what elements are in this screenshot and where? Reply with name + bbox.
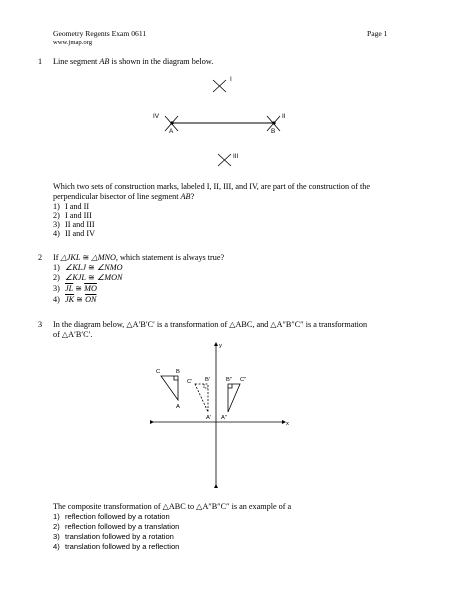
q1-choice-1[interactable]: 1) I and II bbox=[53, 202, 90, 211]
label-III: III bbox=[233, 153, 239, 160]
q2-choice-4[interactable]: 4) $\overline{JK}$ ≅ $\overline{ON}$ bbox=[53, 295, 97, 304]
q1-question-line2: perpendicular bisector of line segment AB? bbox=[53, 192, 195, 201]
q3-choice-4[interactable]: 4) translation followed by a reflection bbox=[53, 542, 180, 551]
label-A-double-prime: A″ bbox=[221, 415, 227, 421]
q2-number: 2 bbox=[38, 253, 43, 262]
q3-choice-1[interactable]: 1) reflection followed by a rotation bbox=[53, 512, 170, 521]
axis-label-x: x bbox=[286, 421, 289, 427]
axis-label-y: y bbox=[219, 343, 222, 349]
q3-choice-3[interactable]: 3) translation followed by a rotation bbox=[53, 532, 174, 541]
q1-construction-diagram bbox=[140, 70, 310, 178]
label-B-prime: B′ bbox=[205, 377, 210, 383]
exam-title: Geometry Regents Exam 0611 bbox=[53, 29, 147, 38]
q3-stem-line2: of △A′B′C′. bbox=[53, 330, 93, 339]
mark-I bbox=[213, 80, 226, 92]
q2-choice-3[interactable]: 3) $\overline{JL}$ ≅ $\overline{MO}$ bbox=[53, 284, 97, 293]
label-A: A bbox=[169, 128, 174, 135]
label-C-double-prime: C″ bbox=[240, 377, 247, 383]
label-C-prime: C′ bbox=[187, 379, 193, 385]
page-number: Page 1 bbox=[367, 29, 388, 38]
q1-question-line1: Which two sets of construction marks, labeled I, II, III, and IV, are part of the construction of the bbox=[53, 182, 371, 191]
q1-stem: Line segment AB is shown in the diagram below. bbox=[53, 57, 214, 66]
q2-stem: If △JKL ≅ △MNO, which statement is always true? bbox=[53, 253, 225, 262]
label-B: B bbox=[271, 128, 276, 135]
point-B bbox=[272, 121, 275, 124]
label-IV: IV bbox=[153, 113, 160, 120]
q3-stem-line1: In the diagram below, △A′B′C′ is a transformation of △ABC, and △A″B″C″ is a transformation bbox=[53, 320, 368, 329]
mark-III bbox=[218, 154, 231, 166]
label-II: II bbox=[282, 113, 286, 120]
q1-number: 1 bbox=[38, 57, 43, 66]
q3-number: 3 bbox=[38, 320, 43, 329]
q1-choice-4[interactable]: 4) II and IV bbox=[53, 229, 96, 238]
point-A bbox=[170, 121, 173, 124]
label-C: C bbox=[156, 369, 161, 375]
label-B-double-prime: B″ bbox=[226, 377, 232, 383]
label-A: A bbox=[176, 404, 180, 410]
q2-choice-2[interactable]: 2) ∠KJL ≅ ∠MON bbox=[53, 273, 123, 282]
q1-choice-3[interactable]: 3) II and III bbox=[53, 220, 95, 229]
q3-question-line: The composite transformation of △ABC to △A″B″C″ is an example of a bbox=[53, 502, 292, 511]
q2-choice-1[interactable]: 1) ∠KLJ ≅ ∠NMO bbox=[53, 263, 123, 272]
q3-coordinate-diagram bbox=[140, 340, 310, 492]
label-A-prime: A′ bbox=[206, 415, 211, 421]
q3-choice-2[interactable]: 2) reflection followed by a translation bbox=[53, 522, 180, 531]
q1-choice-2[interactable]: 2) I and III bbox=[53, 211, 92, 220]
label-I: I bbox=[230, 76, 232, 83]
site-url: www.jmap.org bbox=[53, 39, 93, 46]
label-B: B bbox=[176, 369, 180, 375]
